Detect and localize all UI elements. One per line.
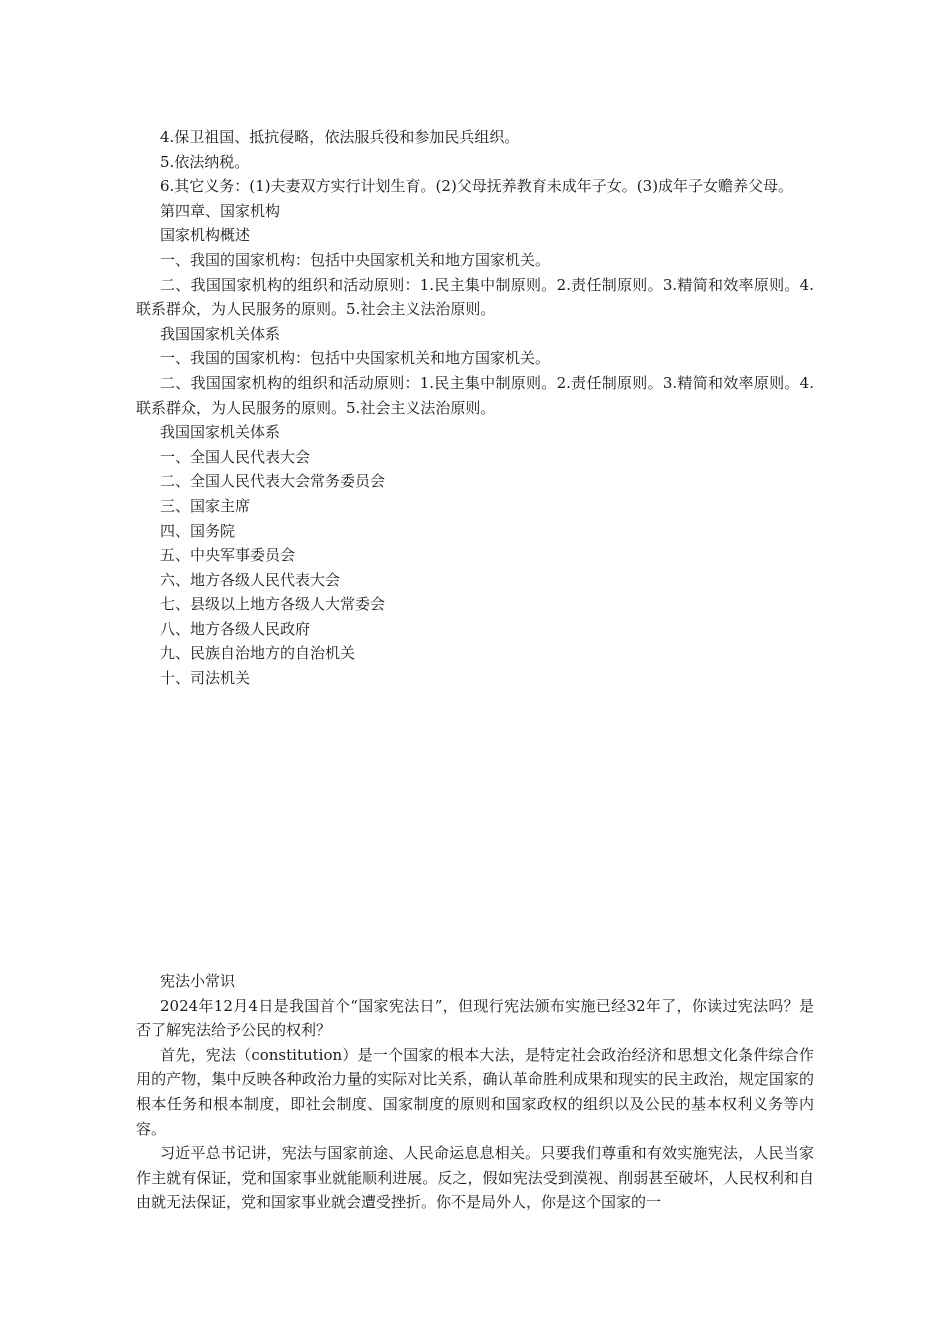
list-item: 五、中央军事委员会: [160, 546, 296, 565]
document-section-lower: [136, 969, 814, 1215]
list-item: 十、司法机关: [160, 669, 251, 688]
list-item: 一、全国人民代表大会: [160, 447, 311, 466]
list-item: 三、国家主席: [160, 496, 251, 515]
document-section-upper: [136, 125, 814, 691]
list-item: 七、县级以上地方各级人大常委会: [160, 595, 386, 614]
intro-paragraph: 2024年12月4日是我国首个“国家宪法日”，但现行宪法颁布实施已经32年了，你读过宪法吗？是否了解宪法给予公民的权利？: [136, 996, 814, 1040]
section-title: 宪法小常识: [160, 972, 236, 990]
definition-paragraph: 首先，宪法（constitution）是一个国家的根本大法，是特定社会政治经济和思想文化条件综合作用的产物，集中反映各种政治力量的实际对比关系，确认革命胜利成果和现实的民主政治，规定国家的根本任务和根本制度，即社会制度、国家制度的原则和国家政权的组织以及公民的基本权利义务等内容。: [136, 1045, 814, 1138]
list-item: 八、地方各级人民政府: [160, 619, 311, 638]
list-item: 二、全国人民代表大会常务委员会: [160, 472, 386, 491]
subheading-system: 我国国家机关体系: [160, 324, 281, 343]
subheading-system-list: 我国国家机关体系: [160, 423, 281, 442]
system-point-2: 二、我国国家机构的组织和活动原则：1.民主集中制原则。2.责任制原则。3.精简和效率原则。4.联系群众，为人民服务的原则。5.社会主义法治原则。: [136, 373, 814, 417]
subheading-overview: 国家机构概述: [160, 226, 251, 245]
duty-item-5: 5.依法纳税。: [160, 152, 250, 171]
overview-point-1: 一、我国的国家机构：包括中央国家机关和地方国家机关。: [160, 250, 551, 269]
duty-item-4: 4.保卫祖国、抵抗侵略，依法服兵役和参加民兵组织。: [160, 128, 520, 146]
overview-point-2: 二、我国国家机构的组织和活动原则：1.民主集中制原则。2.责任制原则。3.精简和效率原则。4.联系群众，为人民服务的原则。5.社会主义法治原则。: [136, 275, 814, 319]
system-point-1: 一、我国的国家机构：包括中央国家机关和地方国家机关。: [160, 349, 551, 368]
chapter-heading: 第四章、国家机构: [160, 201, 281, 220]
duty-item-6: 6.其它义务：(1)夫妻双方实行计划生育。(2)父母抚养教育未成年子女。(3)成年子女赡养父母。: [160, 177, 794, 196]
list-item: 四、国务院: [160, 521, 236, 540]
list-item: 六、地方各级人民代表大会: [160, 570, 341, 589]
list-item: 九、民族自治地方的自治机关: [160, 644, 356, 663]
quote-paragraph: 习近平总书记讲，宪法与国家前途、人民命运息息相关。只要我们尊重和有效实施宪法，人民当家作主就有保证，党和国家事业就能顺利进展。反之，假如宪法受到漠视、削弱甚至破坏，人民权利和自由就无法保证，党和国家事业就会遭受挫折。你不是局外人，你是这个国家的一: [136, 1144, 814, 1212]
